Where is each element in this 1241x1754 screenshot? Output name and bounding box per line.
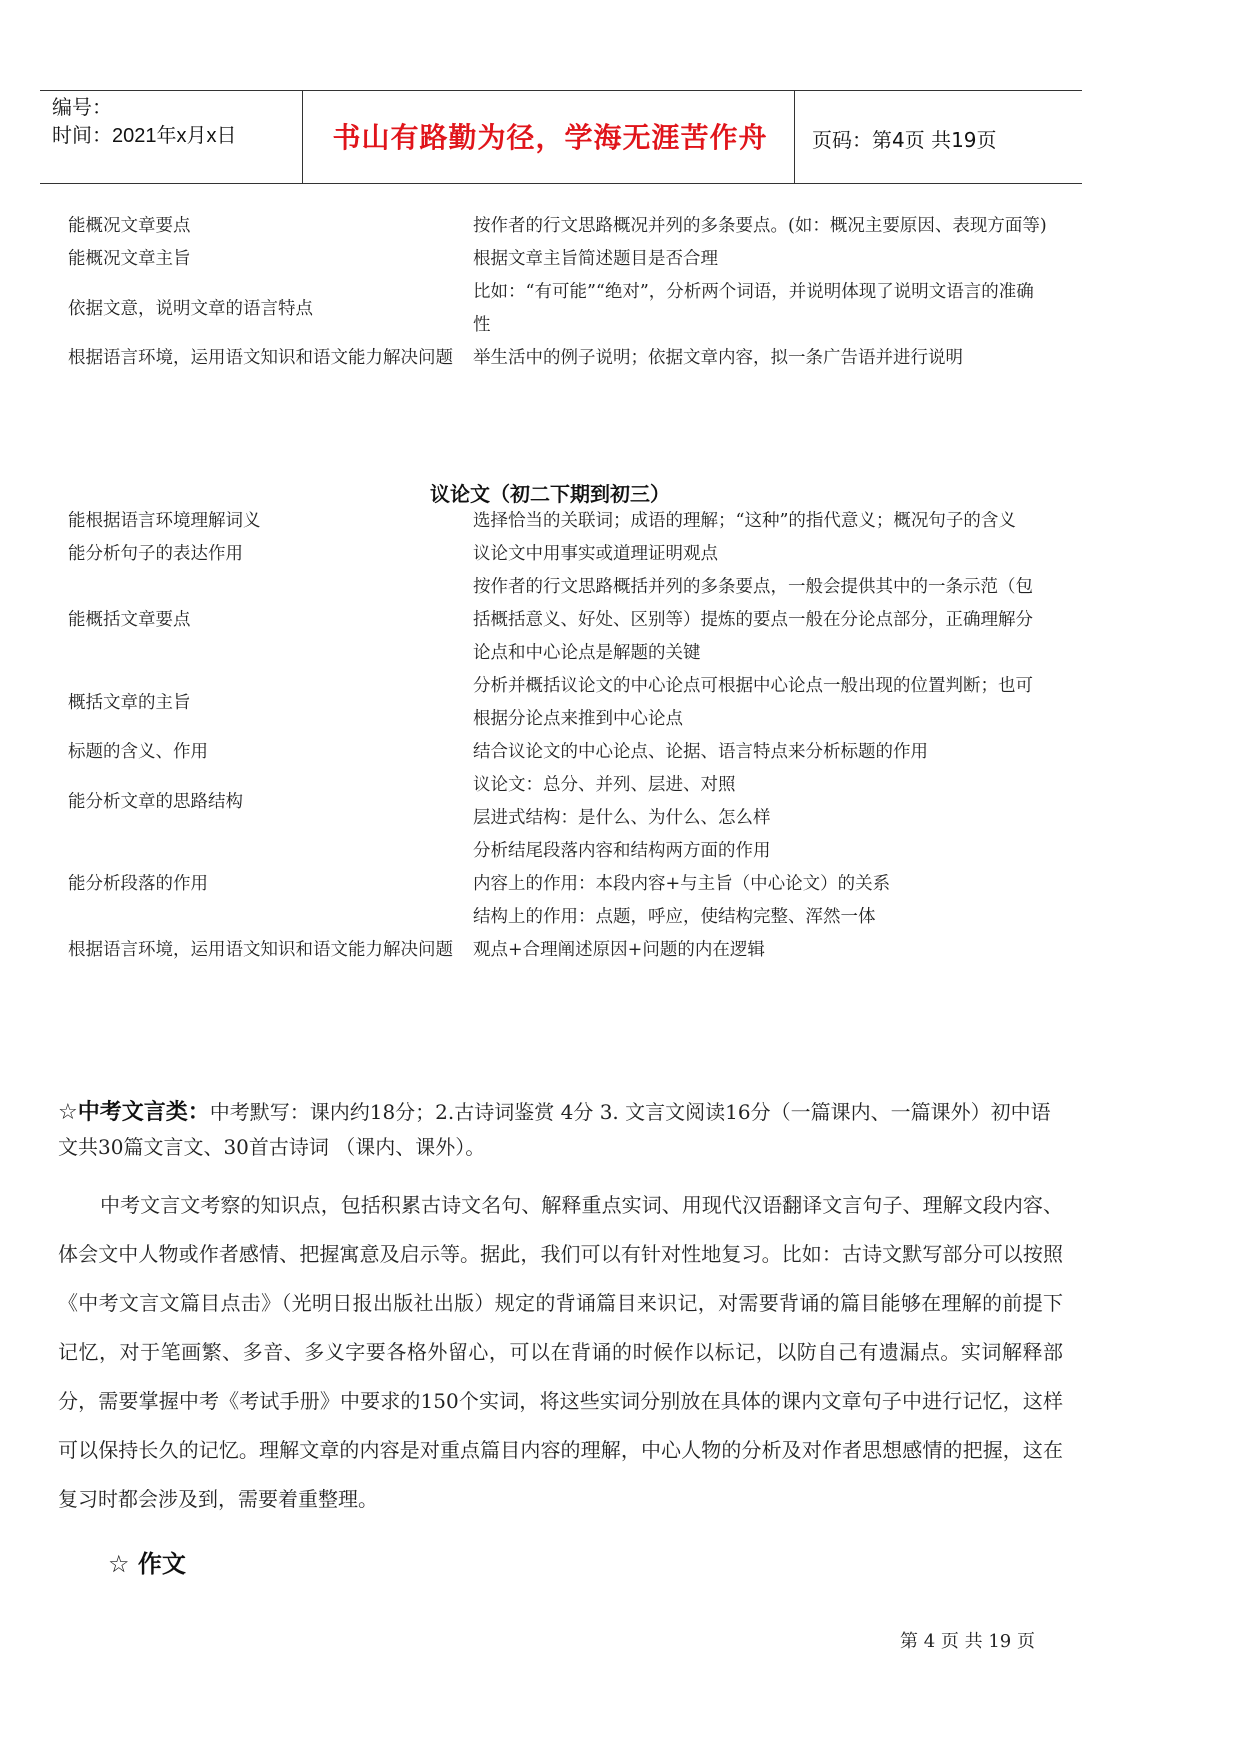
method-line: 分析并概括议论文的中心论点可根据中心论点一般出现的位置判断；也可根据分论点来推到中心论点 — [473, 676, 1033, 729]
method-line: 分析结尾段落内容和结构两方面的作用 — [473, 841, 771, 861]
skill-cell: 概括文章的主旨 — [68, 692, 191, 713]
method-line: 结构上的作用：点题，呼应，使结构完整、浑然一体 — [473, 907, 876, 927]
page-footer: 第 4 页 共 19 页 — [900, 1631, 1035, 1652]
header-time-label: 时间：2021年x月x日 — [52, 125, 237, 147]
method-cell — [473, 670, 1048, 736]
skill-cell: 能概况文章主旨 — [68, 249, 191, 269]
classical-chinese-paragraph: 中考文言文考察的知识点，包括积累古诗文名句、解释重点实词、用现代汉语翻译文言句子、理解文段内容、体会文中人物或作者感情、把握寓意及启示等。据此，我们可以有针对性地复习。比如：古诗文默写部分可以按照《中考文言文篇目点击》（光明日报出版社出版）规定的背诵篇目来识记，对需要背诵的篇目能够在理解的前提下记忆，对于笔画繁、多音、多义字要各格外留心，可以在背诵的时候作以标记，以防自己有遗漏点。实词解释部分，需要掌握中考《考试手册》中要求的150个实词，将这些实词分别放在具体的课内文章句子中进行记忆，这样可以保持长久的记忆。理解文章的内容是对重点篇目内容的理解，中心人物的分析及对作者思想感情的把握，这在复习时都会涉及到，需要着重整理。 — [58, 1193, 1063, 1511]
table-row — [68, 210, 1048, 243]
method-cell — [473, 835, 1048, 934]
method-line: 结合议论文的中心论点、论据、语言特点来分析标题的作用 — [473, 742, 928, 762]
classical-chinese-summary — [58, 1095, 1063, 1164]
skill-cell: 能概况文章要点 — [68, 216, 191, 236]
method-cell — [473, 736, 1048, 769]
skill-cell: 根据语言环境，运用语文知识和语文能力解决问题 — [68, 348, 453, 368]
method-cell: 按作者的行文思路概况并列的多条要点。(如：概况主要原因、表现方面等) — [473, 216, 1047, 236]
table-row — [68, 538, 1048, 571]
table-row — [68, 243, 1048, 276]
header-top-rule — [40, 90, 1082, 91]
skill-cell: 能分析文章的思路结构 — [68, 791, 243, 812]
header-page-info: 页码：第4页 共19页 — [812, 128, 997, 152]
section-title-argumentative: 议论文（初二下期到初三） — [430, 482, 670, 506]
header-divider-right — [794, 90, 795, 183]
method-line: 内容上的作用：本段内容+与主旨（中心论文）的关系 — [473, 874, 891, 894]
argumentative-skills-table — [68, 505, 1048, 967]
method-line: 层进式结构：是什么、为什么、怎么样 — [473, 808, 771, 828]
table-row — [68, 571, 1048, 670]
skill-cell: 能根据语言环境理解词义 — [68, 511, 261, 531]
method-cell: 比如：“有可能”“绝对”，分析两个词语，并说明体现了说明文语言的准确性 — [473, 282, 1034, 335]
method-line: 选择恰当的关联词；成语的理解；“这种”的指代意义；概况句子的含义 — [473, 511, 1016, 531]
table-row — [68, 670, 1048, 736]
method-cell — [473, 505, 1048, 538]
skill-cell: 依据文意，说明文章的语言特点 — [68, 298, 313, 319]
method-line: 议论文：总分、并列、层进、对照 — [473, 775, 736, 795]
skill-cell: 根据语言环境，运用语文知识和语文能力解决问题 — [68, 940, 453, 960]
method-line: 按作者的行文思路概括并列的多条要点，一般会提供其中的一条示范（包括概括意义、好处、区别等）提炼的要点一般在分论点部分，正确理解分论点和中心论点是解题的关键 — [473, 577, 1033, 663]
header-divider-left — [302, 90, 303, 183]
table-row — [68, 276, 1048, 342]
skill-cell: 能分析句子的表达作用 — [68, 544, 243, 564]
skill-cell: 能概括文章要点 — [68, 610, 191, 630]
table-row — [68, 934, 1048, 967]
method-cell: 根据文章主旨简述题目是否合理 — [473, 249, 718, 269]
method-cell — [473, 571, 1048, 670]
table-row — [68, 835, 1048, 934]
table-row — [68, 505, 1048, 538]
skill-cell: 标题的含义、作用 — [68, 742, 208, 762]
classical-chinese-text: 中考默写：课内约18分；2.古诗词鉴赏 4分 3. 文言文阅读16分（一篇课内、一篇课外）初中语文共30篇文言文、30首古诗词 （课内、课外）。 — [58, 1100, 1051, 1159]
essay-heading: ☆ 作文 — [108, 1550, 186, 1578]
table-row — [68, 342, 1048, 375]
classical-chinese-heading: ☆中考文言类： — [58, 1100, 210, 1125]
table-row — [68, 769, 1048, 835]
method-line: 议论文中用事实或道理证明观点 — [473, 544, 718, 564]
header-number-label: 编号： — [52, 97, 112, 119]
header-meta — [52, 94, 302, 150]
method-cell — [473, 769, 1048, 835]
method-line: 观点+合理阐述原因+问题的内在逻辑 — [473, 940, 765, 960]
expository-skills-table — [68, 210, 1048, 375]
method-cell: 举生活中的例子说明；依据文章内容，拟一条广告语并进行说明 — [473, 348, 963, 368]
method-cell — [473, 934, 1048, 967]
table-row — [68, 736, 1048, 769]
header-motto: 书山有路勤为径，学海无涯苦作舟 — [332, 121, 768, 154]
header-bottom-rule — [40, 183, 1082, 184]
skill-cell: 能分析段落的作用 — [68, 874, 208, 894]
method-cell — [473, 538, 1048, 571]
